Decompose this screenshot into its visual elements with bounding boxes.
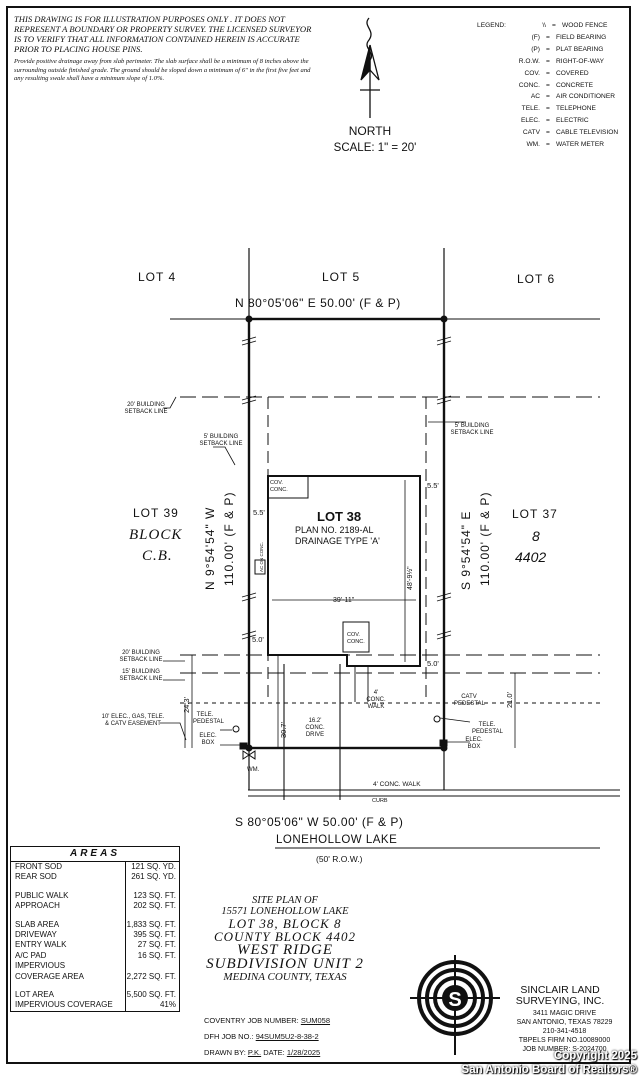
dim-left-5-5: 5.5' <box>253 508 265 517</box>
lot37-label: LOT 37 <box>512 507 558 521</box>
company-phone: 210-341-4518 <box>542 1028 587 1035</box>
legend-value: RIGHT-OF-WAY <box>556 57 604 65</box>
water-meter-label: WM. <box>247 767 260 773</box>
catv-pedestal-label: CATV PEDESTAL <box>454 694 485 707</box>
conc-walk-entry-label: 4' CONC. WALK <box>366 690 386 710</box>
width-dim: 39'-11" <box>333 597 355 604</box>
legend-equals: = <box>552 22 556 29</box>
title-lot-block: LOT 38, BLOCK 8 <box>228 916 342 931</box>
legend-key: CONC. <box>518 81 540 89</box>
legend-key: CATV <box>522 129 540 137</box>
lot39-label: LOT 39 <box>133 506 179 520</box>
coventry-label: COVENTRY JOB NUMBER: <box>204 1016 299 1025</box>
company-name-2: SURVEYING, INC. <box>515 995 605 1007</box>
area-name: ENTRY WALK <box>11 940 126 950</box>
tele-pedestal-right-label: TELE. PEDESTAL <box>472 722 503 735</box>
areas-row <box>11 930 179 940</box>
areas-row <box>11 990 179 1000</box>
legend-key: ELEC. <box>520 117 540 125</box>
area-value: 395 SQ. FT. <box>133 929 176 939</box>
area-name: APPROACH <box>11 901 126 911</box>
setback-20-top-label: 20' BUILDING SETBACK LINE <box>124 402 168 415</box>
legend-equals: = <box>546 141 550 149</box>
legend-equals: = <box>546 33 550 41</box>
north-bearing: N 80°05'06" E 50.00' (F & P) <box>235 296 401 310</box>
lot38-title: LOT 38 <box>317 509 362 524</box>
title-address: 15571 LONEHOLLOW LAKE <box>221 906 349 917</box>
date-label: DATE: <box>263 1048 285 1057</box>
legend-value: COVERED <box>556 69 589 77</box>
legend-equals: = <box>546 105 550 113</box>
area-name: FRONT SOD <box>11 862 126 872</box>
drainage-note: Provide positive drainage away from slab perimeter. The slab surface shall be a minimum of 8 inches above the surrounding outside finished grade. The ground should be sloped down a minimum of 6" in the first five feet and any resulting swale shall have a minimum slope of 1.0%. <box>14 58 311 83</box>
areas-row <box>11 920 179 930</box>
areas-gap <box>11 912 179 920</box>
area-name: IMPERVIOUS <box>11 961 126 971</box>
area-name: REAR SOD <box>11 872 126 882</box>
title-subdivision: WEST RIDGE <box>237 942 333 958</box>
board-text: San Antonio Board of Realtors® <box>461 1064 637 1076</box>
drainage-type: DRAINAGE TYPE 'A' <box>295 536 380 546</box>
area-name: DRIVEWAY <box>11 930 126 940</box>
conc-walk-label: 4' CONC. WALK <box>373 781 421 788</box>
conc-drive-label: 16.2' CONC. DRIVE <box>305 718 325 738</box>
legend-value: WOOD FENCE <box>562 22 608 29</box>
west-bearing: N 9°54'54" W <box>203 506 217 590</box>
legend-value: CABLE TELEVISION <box>556 129 619 137</box>
areas-row <box>11 901 179 911</box>
legend-key: AC <box>530 93 540 101</box>
company-firm: TBPELS FIRM NO.10089000 <box>518 1037 611 1044</box>
north-label: NORTH <box>348 124 392 138</box>
area-value: 261 SQ. YD. <box>131 872 176 882</box>
block8-label: 8 <box>532 528 540 544</box>
legend-value: TELEPHONE <box>556 105 596 113</box>
legend-key: R.O.W. <box>518 57 540 65</box>
area-name: SLAB AREA <box>11 920 126 930</box>
date-value: 1/28/2025 <box>286 1048 321 1057</box>
legend-value: PLAT BEARING <box>556 45 604 53</box>
legend-equals: = <box>546 45 550 53</box>
area-value: 5,500 SQ. FT. <box>126 989 176 999</box>
company-name-1: SINCLAIR LAND <box>520 984 600 996</box>
areas-row <box>11 891 179 901</box>
tele-pedestal-left-label: TELE. PEDESTAL <box>193 712 224 725</box>
legend-key: (F) <box>531 33 540 41</box>
area-value: 121 SQ. YD. <box>131 862 176 871</box>
area-value <box>126 961 179 971</box>
setback-20-bottom-label: 20' BUILDING SETBACK LINE <box>119 650 163 663</box>
legend-title: LEGEND: <box>477 22 506 29</box>
lot6-label: LOT 6 <box>517 272 556 286</box>
title-unit: SUBDIVISION UNIT 2 <box>206 956 364 972</box>
area-value: 41% <box>159 1000 176 1010</box>
lot5-label: LOT 5 <box>322 270 361 284</box>
areas-row <box>11 940 179 950</box>
title-county: MEDINA COUNTY, TEXAS <box>223 971 347 983</box>
plan-number: PLAN NO. 2189-AL <box>295 525 374 535</box>
copyright-text: Copyright 2025 <box>553 1050 637 1062</box>
dfh-label: DFH JOB NO.: <box>204 1032 254 1041</box>
area-name: LOT AREA <box>11 990 126 1000</box>
company-address <box>492 1009 637 1054</box>
legend-value: FIELD BEARING <box>556 33 607 41</box>
disclaimer-text: THIS DRAWING IS FOR ILLUSTRATION PURPOSES ONLY . IT DOES NOT REPRESENT A BOUNDARY OR PROPERTY SURVEY. THE LICENSED SURVEYOR IS TO VERIFY THAT ALL INFORMATION CONTAINED HEREIN IS ACCURATE PRIOR TO PLACING HOUSE PINS. <box>14 14 312 54</box>
scale-label: SCALE: 1" = 20' <box>333 142 417 154</box>
legend-key: \\ <box>542 22 546 29</box>
dim-30-7: 30.7' <box>279 721 288 738</box>
south-bearing: S 80°05'06" W 50.00' (F & P) <box>235 815 404 829</box>
area-value: 1,833 SQ. FT. <box>126 919 176 929</box>
legend-value: ELECTRIC <box>556 117 589 125</box>
block-cb-value: C.B. <box>142 548 173 564</box>
job-info <box>204 1013 434 1061</box>
company-city: SAN ANTONIO, TEXAS 78229 <box>516 1019 613 1026</box>
company-logo-icon <box>410 955 500 1055</box>
setback-15-label: 15' BUILDING SETBACK LINE <box>119 669 163 682</box>
legend-value: CONCRETE <box>556 81 593 89</box>
block4402-label: 4402 <box>515 549 547 565</box>
ac-pad-label: AC ON CONC. <box>259 541 264 572</box>
areas-row <box>11 961 179 971</box>
legend-equals: = <box>546 69 550 77</box>
area-name: A/C PAD <box>11 951 126 961</box>
areas-row <box>11 1000 179 1010</box>
west-distance: 110.00' (F & P) <box>222 491 236 586</box>
dim-left-5-0: 5.0' <box>252 635 264 644</box>
areas-row <box>11 862 179 872</box>
elec-box-right-label: ELEC. BOX <box>465 737 483 750</box>
north-arrow-icon <box>360 18 380 118</box>
copyright-watermark <box>422 1050 637 1078</box>
company-name <box>490 985 630 1007</box>
dim-21-0: 21.0' <box>505 691 514 708</box>
easement-label: 10' ELEC., GAS, TELE. & CATV EASEMENT <box>101 714 165 727</box>
title-county-block: COUNTY BLOCK 4402 <box>214 929 356 944</box>
company-street: 3411 MAGIC DRIVE <box>532 1010 597 1017</box>
areas-row <box>11 972 179 982</box>
area-value: 202 SQ. FT. <box>133 901 176 911</box>
setback-5-right-label: 5' BUILDING SETBACK LINE <box>450 423 494 436</box>
east-bearing: S 9°54'54" E <box>459 510 473 590</box>
area-name: COVERAGE AREA <box>11 972 126 982</box>
legend-value: AIR CONDITIONER <box>556 93 615 101</box>
dfh-value: 94SUM5U2-8-38-2 <box>255 1032 319 1041</box>
areas-gap <box>11 883 179 891</box>
coventry-value: SUM058 <box>300 1016 331 1025</box>
area-name: IMPERVIOUS COVERAGE <box>11 1000 126 1010</box>
area-value: 2,272 SQ. FT. <box>126 971 176 981</box>
area-value: 27 SQ. FT. <box>137 940 176 950</box>
legend-key: WM. <box>526 141 540 149</box>
legend-key: (P) <box>531 45 540 53</box>
site-plan-title <box>180 895 390 984</box>
title-line-1: SITE PLAN OF <box>252 895 318 906</box>
area-name: PUBLIC WALK <box>11 891 126 901</box>
areas-gap <box>11 982 179 990</box>
drawn-label: DRAWN BY: <box>204 1048 246 1057</box>
area-value: 123 SQ. FT. <box>133 890 176 900</box>
row-width: (50' R.O.W.) <box>316 854 363 864</box>
setback-5-left-label: 5' BUILDING SETBACK LINE <box>199 434 243 447</box>
legend-key: COV. <box>524 69 540 77</box>
lot4-label: LOT 4 <box>138 270 177 284</box>
dim-right-5-0: 5.0' <box>427 659 439 668</box>
area-value: 16 SQ. FT. <box>137 950 176 960</box>
legend-equals: = <box>546 129 550 137</box>
cov-conc-front: COV. CONC. <box>347 632 365 645</box>
drawn-value: P.K. <box>247 1048 262 1057</box>
legend-equals: = <box>546 117 550 125</box>
dim-24-3: 24.3' <box>182 696 191 713</box>
areas-row <box>11 951 179 961</box>
areas-table <box>10 846 180 1012</box>
cov-conc-rear: COV. CONC. <box>270 480 288 493</box>
legend-equals: = <box>546 57 550 65</box>
company-job: JOB NUMBER: S-2024700 <box>522 1046 607 1053</box>
depth-dim: 48'-9½" <box>407 566 414 590</box>
legend-value: WATER METER <box>556 141 604 149</box>
legend-equals: = <box>546 81 550 89</box>
street-name: LONEHOLLOW LAKE <box>276 834 398 846</box>
curb-label: CURB <box>372 798 388 804</box>
areas-title: AREAS <box>11 847 179 862</box>
legend-key: TELE. <box>521 105 540 113</box>
elec-box-left-label: ELEC. BOX <box>199 733 217 746</box>
east-distance: 110.00' (F & P) <box>478 491 492 586</box>
dim-right-5-5: 5.5' <box>427 481 439 490</box>
logo-letter: S <box>448 989 462 1011</box>
block-cb-label: BLOCK <box>129 527 183 543</box>
areas-row <box>11 872 179 882</box>
legend-equals: = <box>546 93 550 101</box>
